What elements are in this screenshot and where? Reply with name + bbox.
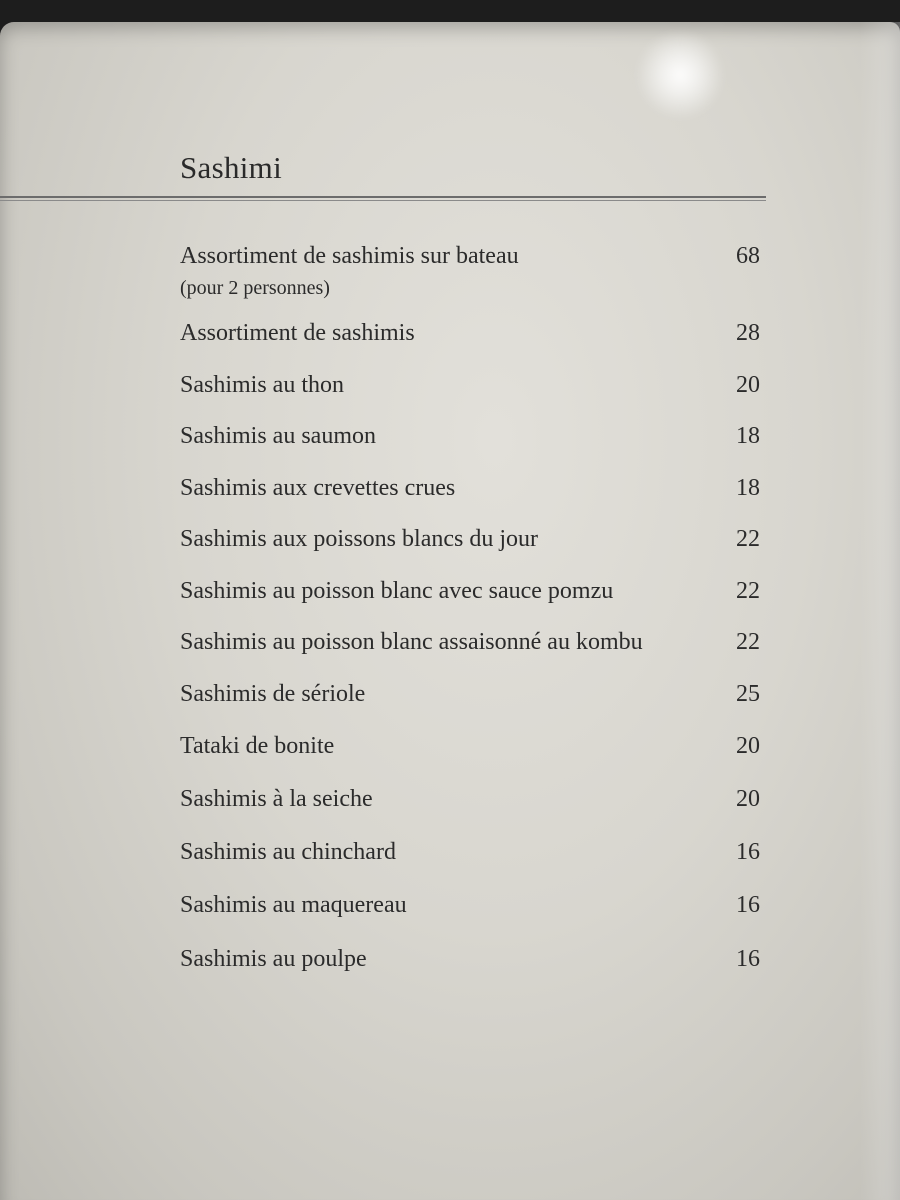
item-name: Sashimis au poulpe: [180, 946, 367, 972]
divider-line-thick: [0, 196, 766, 198]
item-name: Sashimis aux poissons blancs du jour: [180, 526, 538, 552]
sleeve-edge: [860, 22, 900, 1200]
menu-item: [180, 241, 770, 301]
item-name: Sashimis au maquereau: [180, 892, 407, 918]
item-price: 18: [736, 423, 760, 449]
item-name: Sashimis au poisson blanc assaisonné au kombu: [180, 629, 643, 655]
item-price: 22: [736, 526, 760, 552]
item-name: Assortiment de sashimis: [180, 320, 415, 346]
menu-item: [180, 679, 770, 709]
menu-item: [180, 421, 770, 451]
menu-item: [180, 627, 770, 657]
light-glare: [635, 30, 725, 120]
item-name: Sashimis au saumon: [180, 423, 376, 449]
item-price: 22: [736, 629, 760, 655]
menu-item: [180, 890, 770, 920]
item-price: 20: [736, 786, 760, 812]
item-price: 20: [736, 733, 760, 759]
item-price: 18: [736, 475, 760, 501]
menu-item: [180, 731, 770, 761]
item-name: Sashimis aux crevettes crues: [180, 475, 456, 501]
item-price: 22: [736, 578, 760, 604]
menu-item: [180, 944, 770, 974]
item-price: 16: [736, 839, 760, 865]
item-name: Tataki de bonite: [180, 733, 335, 759]
item-name: Sashimis au poisson blanc avec sauce pomzu: [180, 578, 614, 604]
item-price: 16: [736, 892, 760, 918]
item-price: 16: [736, 946, 760, 972]
menu-item: [180, 837, 770, 867]
item-name: Sashimis à la seiche: [180, 786, 373, 812]
item-note: (pour 2 personnes): [180, 277, 330, 299]
section-title: Sashimi: [180, 150, 283, 185]
menu-item: [180, 784, 770, 814]
menu-item: [180, 524, 770, 554]
menu-item: [180, 576, 770, 606]
item-price: 28: [736, 320, 760, 346]
item-name: Assortiment de sashimis sur bateau: [180, 243, 519, 269]
menu-item: [180, 473, 770, 503]
item-name: Sashimis au chinchard: [180, 839, 396, 865]
menu-item: [180, 318, 770, 348]
item-price: 25: [736, 681, 760, 707]
menu-item: [180, 370, 770, 400]
divider-line-thin: [0, 200, 766, 201]
item-name: Sashimis de sériole: [180, 681, 366, 707]
item-price: 20: [736, 372, 760, 398]
item-price: 68: [736, 243, 760, 269]
item-name: Sashimis au thon: [180, 372, 345, 398]
title-divider: [0, 196, 766, 202]
